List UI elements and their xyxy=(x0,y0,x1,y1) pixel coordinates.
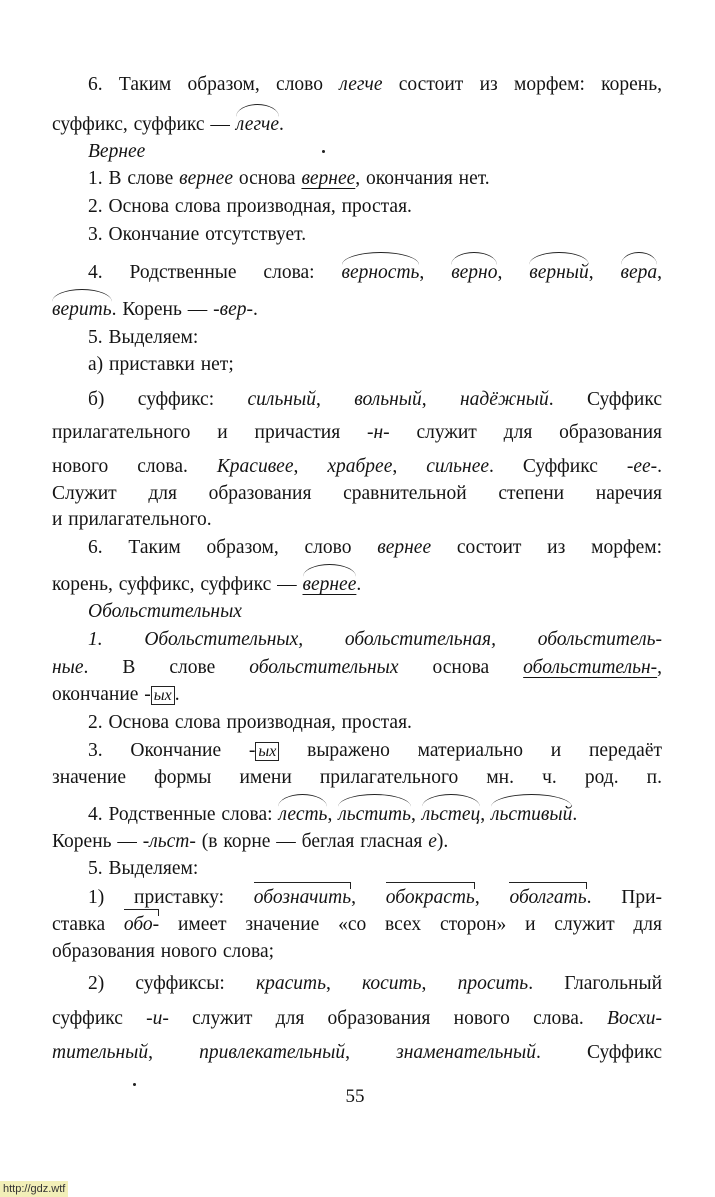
text-line: 2) суффиксы: красить, косить, просить. Глагольный xyxy=(88,973,663,994)
text-line: 2. Основа слова производная, простая. xyxy=(88,712,412,733)
text-line: 5. Выделяем: xyxy=(88,858,199,879)
text-line: Корень — -льст- (в корне — беглая гласная е). xyxy=(52,831,449,852)
text-line: окончание - ых . xyxy=(52,684,180,705)
text-line: ставка обо- имеет значение «со всех сторон» и служит для xyxy=(52,914,662,935)
text-line: нового слова. Красивее, храбрее, сильнее. Суффикс -ее-. xyxy=(52,456,663,477)
text-line: корень, суффикс, суффикс — вернее. xyxy=(52,574,362,595)
text-line: 6. Таким образом, слово вернее состоит из морфем: xyxy=(88,537,662,558)
ending-box: ых xyxy=(255,742,279,761)
text-line: тительный, привлекательный, знаменательный. Суффикс xyxy=(52,1042,662,1063)
text-line: прилагательного и причастия -н- служит для образования xyxy=(52,422,662,443)
section-heading: Вернее xyxy=(88,141,146,162)
text-line: суффикс -и- служит для образования нового слова. Восхи- xyxy=(52,1008,662,1029)
watermark-link[interactable]: http://gdz.wtf xyxy=(0,1181,68,1197)
text-line: а) приставки нет; xyxy=(88,354,234,375)
speck xyxy=(133,1083,136,1086)
stem-word: обольстительн- xyxy=(523,657,658,678)
text-line: б) суффикс: сильный, вольный, надёжный. Суффикс xyxy=(88,389,663,410)
text-line: Служит для образования сравнительной степени наречия xyxy=(52,483,662,504)
morpheme-word: вернее xyxy=(302,574,357,595)
ending-box: ых xyxy=(151,686,175,705)
text-line: 2. Основа слова производная, простая. xyxy=(88,196,412,217)
text-line: 6. Таким образом, слово легче состоит из морфем: корень, xyxy=(88,74,662,95)
text-line: суффикс, суффикс — легче. xyxy=(52,114,284,135)
text-line: 4. Родственные слова: лесть, льстить, льстец, льстивый. xyxy=(88,804,578,825)
text-line: 3. Окончание отсутствует. xyxy=(88,224,307,245)
text-line: значение формы имени прилагательного мн. ч. род. п. xyxy=(52,767,662,788)
text-line: образования нового слова; xyxy=(52,941,275,962)
morpheme-word: легче xyxy=(235,114,280,135)
section-heading: Обольстительных xyxy=(88,601,242,622)
text-line: 1. Обольстительных, обольстительная, обольститель- xyxy=(88,629,662,650)
text-line: верить. Корень — -вер-. xyxy=(52,299,258,320)
text-line: 1) приставку: обозначить, обокрасть, оболгать. При- xyxy=(88,887,663,908)
text-line: 5. Выделяем: xyxy=(88,327,199,348)
speck xyxy=(322,150,325,153)
text-line: 3. Окончание - ых выражено материально и передаёт xyxy=(88,740,662,761)
text-line: и прилагательного. xyxy=(52,509,212,530)
text-line: 4. Родственные слова: верность, верно, верный, вера, xyxy=(88,262,663,283)
text-line: ные. В слове обольстительных основа обольстительн-, xyxy=(52,657,662,678)
page-number: 55 xyxy=(345,1086,365,1107)
stem-word: вернее xyxy=(301,168,356,189)
text-line: 1. В слове вернее основа вернее, окончания нет. xyxy=(88,168,490,189)
